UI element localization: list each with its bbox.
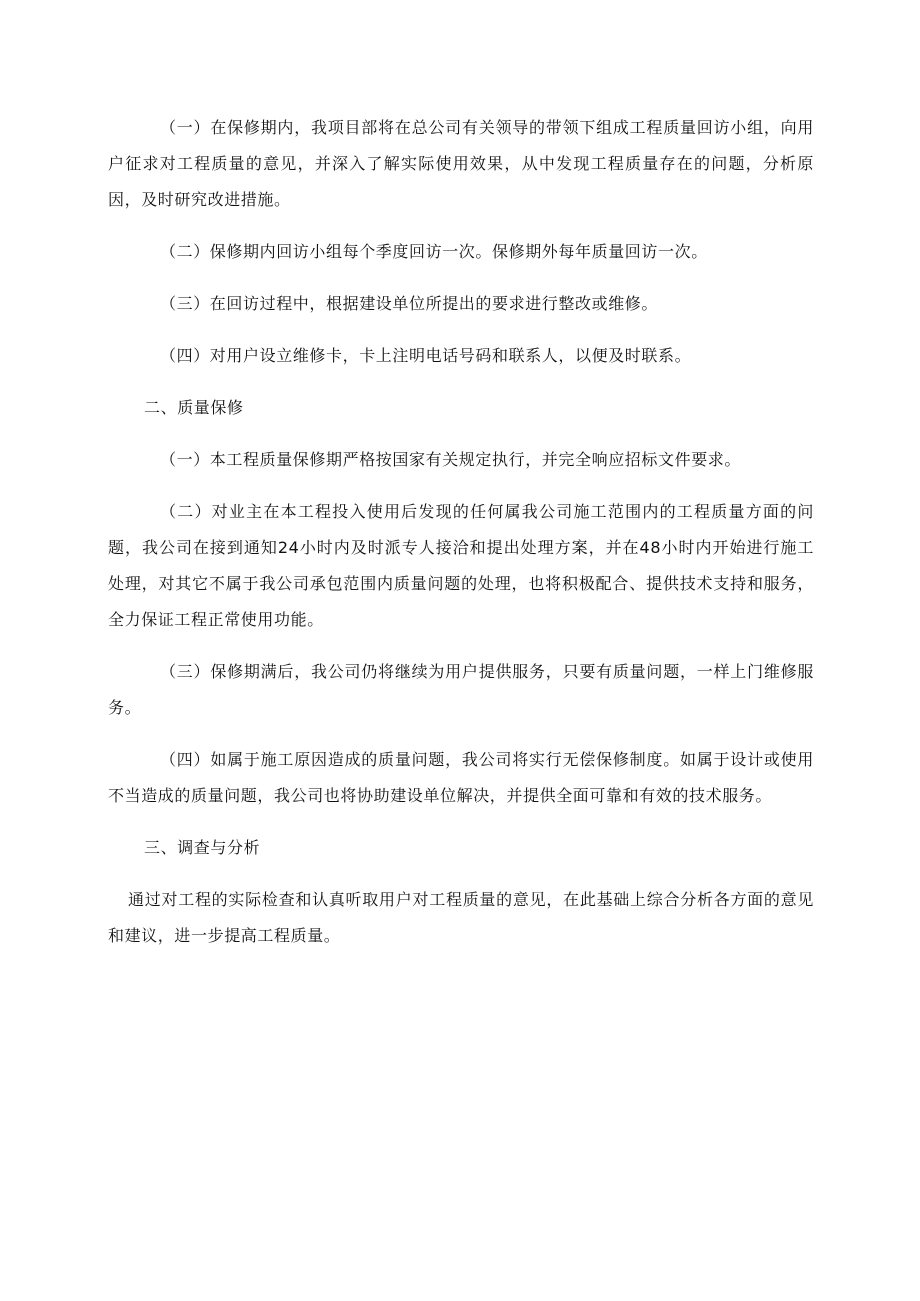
paragraph-revisit-team: （一）在保修期内，我项目部将在总公司有关领导的带领下组成工程质量回访小组，向用户征求对工程质量的意见，并深入了解实际使用效果，从中发现工程质量存在的问题，分析原因，及时研究改进措施。 [108, 118, 814, 209]
paragraph-free-repair: （四）如属于施工原因造成的质量问题，我公司将实行无偿保修制度。如属于设计或使用不当造成的质量问题，我公司也将协助建设单位解决，并提供全面可靠和有效的技术服务。 [108, 750, 814, 805]
paragraph-revisit-frequency: （二）保修期内回访小组每个季度回访一次。保修期外每年质量回访一次。 [160, 242, 708, 261]
document-body [108, 110, 814, 970]
paragraph-analysis: 通过对工程的实际检查和认真听取用户对工程质量的意见，在此基础上综合分析各方面的意见和建议，进一步提高工程质量。 [108, 890, 814, 945]
paragraph-maintenance-card: （四）对用户设立维修卡，卡上注明电话号码和联系人，以便及时联系。 [160, 346, 692, 365]
paragraph-after-warranty: （三）保修期满后，我公司仍将继续为用户提供服务，只要有质量问题，一样上门维修服务。 [108, 662, 814, 717]
paragraph-revisit-process: （三）在回访过程中，根据建设单位所提出的要求进行整改或维修。 [160, 294, 659, 313]
section-heading-investigation: 三、调查与分析 [144, 838, 261, 857]
paragraph-warranty-period: （一）本工程质量保修期严格按国家有关规定执行，并完全响应招标文件要求。 [160, 450, 742, 469]
paragraph-warranty-response: （二）对业主在本工程投入使用后发现的任何属我公司施工范围内的工程质量方面的问题，我公司在接到通知24小时内及时派专人接洽和提出处理方案，并在48小时内开始进行施工处理，对其它不属于我公司承包范围内质量问题的处理，也将积极配合、提供技术支持和服务，全力保证工程正常使用功能。 [108, 502, 814, 629]
section-heading-quality-warranty: 二、质量保修 [144, 398, 244, 417]
